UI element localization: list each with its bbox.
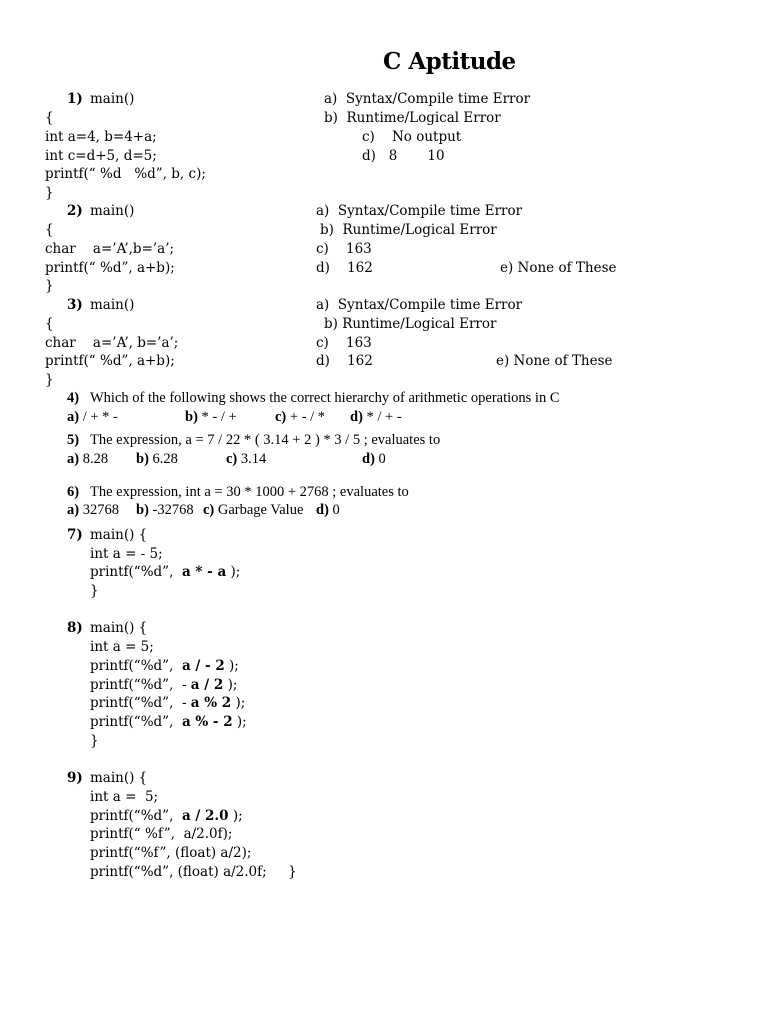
option-text: 8.28 bbox=[79, 451, 109, 467]
option-label: b) bbox=[136, 502, 149, 518]
code-line bbox=[90, 697, 245, 711]
page-title: C Aptitude bbox=[383, 48, 516, 75]
code-line: char a=’A’, b=’a’; bbox=[45, 335, 179, 351]
option-label: a) bbox=[67, 409, 80, 425]
code-line: main() { bbox=[90, 770, 148, 786]
code-line: int a = - 5; bbox=[90, 546, 163, 562]
code-line: printf(“%d”, (float) a/2.0f; } bbox=[90, 864, 297, 880]
code-line bbox=[90, 716, 247, 730]
option-c: c) No output bbox=[362, 129, 462, 145]
option-c bbox=[203, 503, 303, 518]
code-text: printf(“%d”, - bbox=[90, 677, 191, 693]
question-number: 7) bbox=[67, 527, 83, 543]
code-line: int a = 5; bbox=[90, 639, 154, 655]
option-a bbox=[67, 410, 118, 425]
question-text: Which of the following shows the correct hierarchy of arithmetic operations in C bbox=[90, 390, 560, 406]
code-text: ); bbox=[223, 677, 238, 693]
code-text: printf(“%d”, - bbox=[90, 695, 191, 711]
option-text: -32768 bbox=[148, 502, 194, 518]
code-line: } bbox=[45, 372, 54, 388]
code-line: int c=d+5, d=5; bbox=[45, 148, 157, 164]
code-text: ); bbox=[228, 808, 243, 824]
question-number: 3) bbox=[67, 297, 83, 313]
code-line: main() { bbox=[90, 527, 148, 543]
option-label: d) bbox=[350, 409, 363, 425]
code-line bbox=[90, 660, 239, 674]
code-line: } bbox=[90, 583, 99, 599]
option-text: Garbage Value bbox=[214, 502, 304, 518]
option-label: a) bbox=[67, 451, 80, 467]
code-expression: a / - 2 bbox=[181, 658, 225, 674]
option-label: b) bbox=[185, 409, 198, 425]
code-text: ); bbox=[224, 658, 239, 674]
option-label: c) bbox=[226, 451, 238, 467]
code-line: } bbox=[90, 733, 99, 749]
option-b: b) Runtime/Logical Error bbox=[324, 316, 497, 332]
code-expression: a % - 2 bbox=[181, 714, 233, 730]
option-b bbox=[136, 503, 194, 518]
question-number: 8) bbox=[67, 620, 83, 636]
option-label: d) bbox=[362, 451, 375, 467]
option-b: b) Runtime/Logical Error bbox=[320, 222, 497, 238]
option-a: a) Syntax/Compile time Error bbox=[316, 297, 523, 313]
option-label: c) bbox=[275, 409, 287, 425]
option-c bbox=[226, 452, 266, 467]
option-text: * - / + bbox=[197, 409, 237, 425]
code-text: printf(“%d”, bbox=[90, 714, 182, 730]
code-line: int a=4, b=4+a; bbox=[45, 129, 157, 145]
code-text: ); bbox=[232, 714, 247, 730]
code-line: { bbox=[45, 316, 54, 332]
question-number: 5) bbox=[67, 432, 80, 448]
question-number: 9) bbox=[67, 770, 83, 786]
option-text: 6.28 bbox=[148, 451, 178, 467]
option-a: a) Syntax/Compile time Error bbox=[324, 91, 531, 107]
option-d: d) 8 10 bbox=[362, 148, 445, 164]
code-text: printf(“%d”, bbox=[90, 808, 182, 824]
code-line: } bbox=[45, 278, 54, 294]
code-line: { bbox=[45, 222, 54, 238]
code-line: { bbox=[45, 110, 54, 126]
option-b bbox=[185, 410, 237, 425]
option-e: e) None of These bbox=[496, 353, 613, 369]
code-line: int a = 5; bbox=[90, 789, 159, 805]
option-label: b) bbox=[136, 451, 149, 467]
option-e: e) None of These bbox=[500, 260, 617, 276]
code-line: main() bbox=[90, 297, 135, 313]
code-line bbox=[90, 566, 240, 580]
option-d: d) 162 bbox=[316, 353, 373, 369]
question-number: 4) bbox=[67, 390, 80, 406]
option-c: c) 163 bbox=[316, 335, 372, 351]
option-text: / + * - bbox=[79, 409, 118, 425]
option-label: c) bbox=[203, 502, 215, 518]
option-a: a) Syntax/Compile time Error bbox=[316, 203, 523, 219]
option-b bbox=[136, 452, 178, 467]
code-text: ); bbox=[231, 695, 246, 711]
option-d bbox=[362, 452, 386, 467]
code-text: printf(“%d”, bbox=[90, 658, 182, 674]
code-line: main() { bbox=[90, 620, 148, 636]
code-line: printf(“ %d”, a+b); bbox=[45, 353, 175, 369]
code-line: printf(“%f”, (float) a/2); bbox=[90, 845, 252, 861]
option-label: d) bbox=[316, 502, 329, 518]
code-line: printf(“ %d %d”, b, c); bbox=[45, 166, 206, 182]
question-text: The expression, int a = 30 * 1000 + 2768 ; evaluates to bbox=[90, 484, 409, 500]
option-d bbox=[316, 503, 340, 518]
code-line: main() bbox=[90, 203, 135, 219]
option-d: d) 162 bbox=[316, 260, 373, 276]
code-line bbox=[90, 679, 237, 693]
option-text: + - / * bbox=[286, 409, 326, 425]
question-number: 1) bbox=[67, 91, 83, 107]
option-a bbox=[67, 452, 108, 467]
code-line: main() bbox=[90, 91, 135, 107]
option-a bbox=[67, 503, 119, 518]
code-expression: a / 2.0 bbox=[181, 808, 229, 824]
option-text: * / + - bbox=[362, 409, 402, 425]
option-label: a) bbox=[67, 502, 80, 518]
code-line: printf(“ %f”, a/2.0f); bbox=[90, 826, 233, 842]
code-line: printf(“ %d”, a+b); bbox=[45, 260, 175, 276]
option-d bbox=[350, 410, 402, 425]
option-text: 3.14 bbox=[237, 451, 267, 467]
code-expression: a % 2 bbox=[190, 695, 232, 711]
code-line: char a=’A’,b=’a’; bbox=[45, 241, 175, 257]
option-b: b) Runtime/Logical Error bbox=[324, 110, 501, 126]
code-expression: a * - a bbox=[181, 564, 227, 580]
option-text: 32768 bbox=[79, 502, 119, 518]
question-text: The expression, a = 7 / 22 * ( 3.14 + 2 ) * 3 / 5 ; evaluates to bbox=[90, 432, 441, 448]
option-c bbox=[275, 410, 325, 425]
code-expression: a / 2 bbox=[190, 677, 224, 693]
option-c: c) 163 bbox=[316, 241, 372, 257]
question-number: 6) bbox=[67, 484, 80, 500]
code-text: ); bbox=[226, 564, 241, 580]
option-text: 0 bbox=[374, 451, 386, 467]
code-line: } bbox=[45, 185, 54, 201]
question-number: 2) bbox=[67, 203, 83, 219]
option-text: 0 bbox=[328, 502, 340, 518]
code-line bbox=[90, 810, 243, 824]
code-text: printf(“%d”, bbox=[90, 564, 182, 580]
